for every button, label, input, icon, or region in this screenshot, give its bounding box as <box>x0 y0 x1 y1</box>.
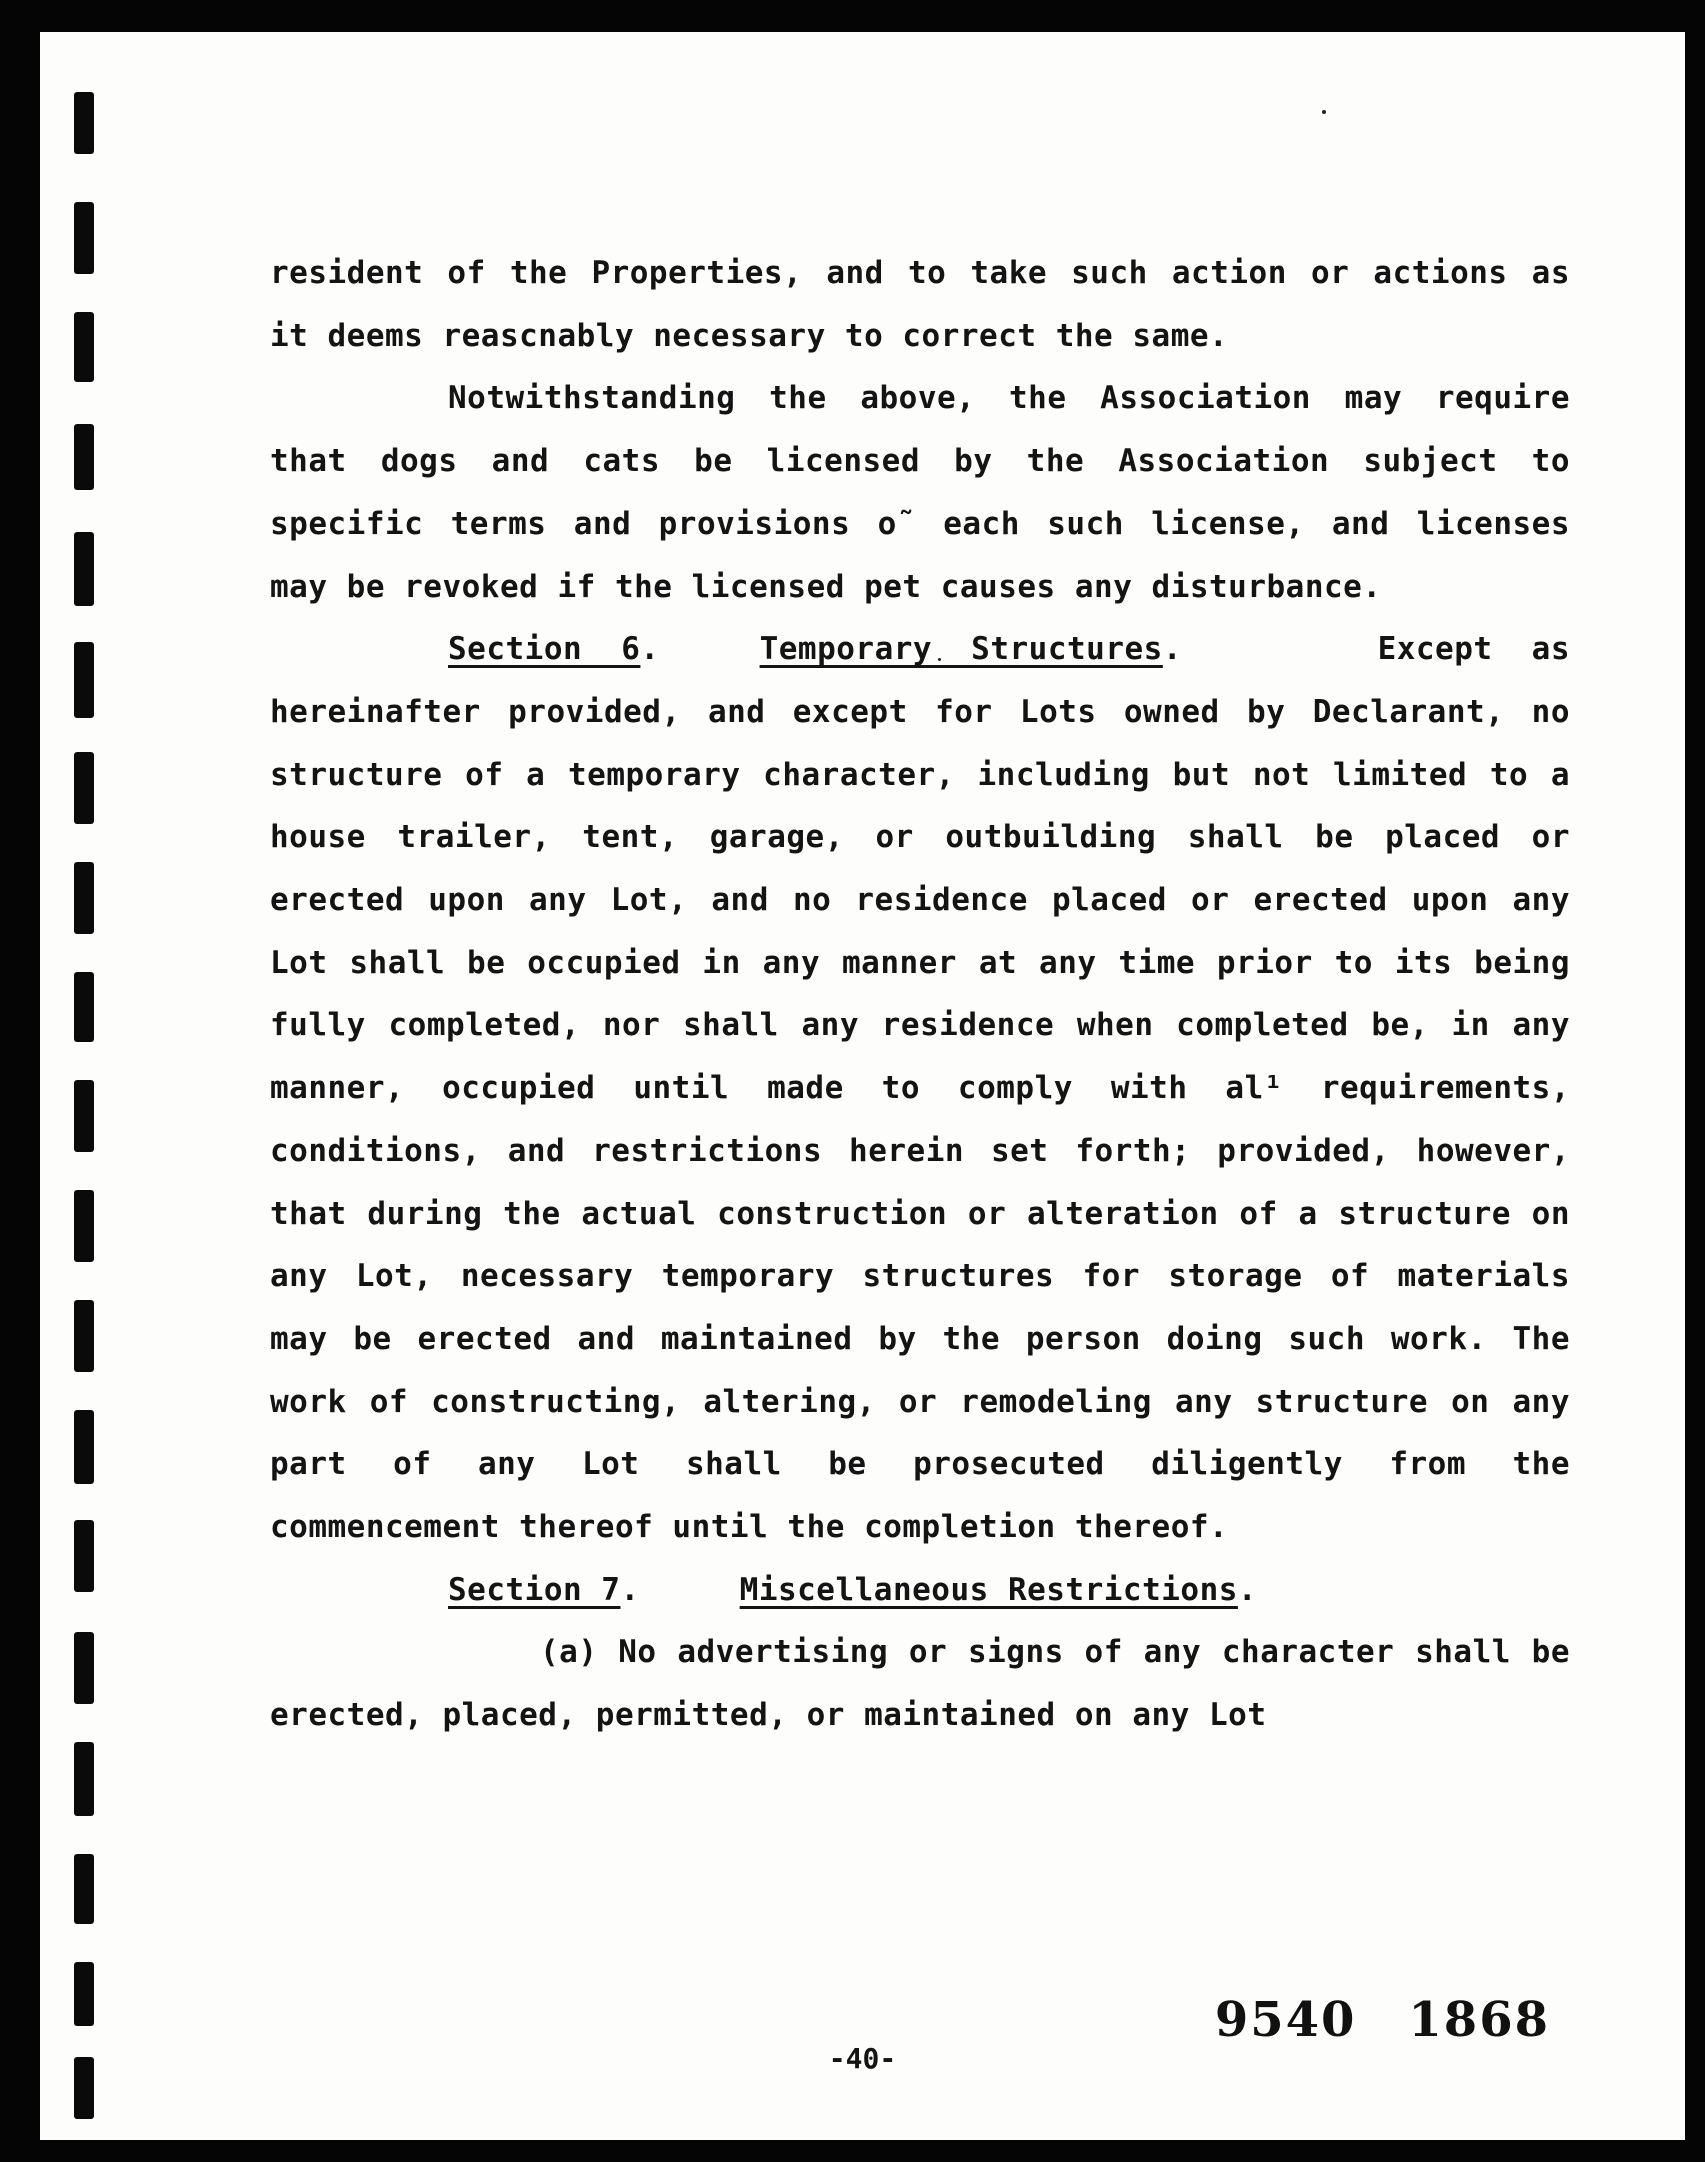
binder-mark <box>74 972 94 1042</box>
binder-hole-marks <box>74 72 104 2112</box>
binder-mark <box>74 92 94 154</box>
section-6-title: Temporary Structures <box>759 631 1163 668</box>
recording-stamp <box>1215 1992 1550 2048</box>
document-page <box>40 32 1685 2140</box>
binder-mark <box>74 1300 94 1372</box>
binder-mark <box>74 202 94 274</box>
page-number: -40- <box>828 2042 897 2075</box>
stamp-page-number: 1868 <box>1408 1992 1550 2048</box>
section-7-label: Section 7 <box>448 1571 621 1608</box>
binder-mark <box>74 1190 94 1262</box>
stamp-book-number: 9540 <box>1214 1992 1357 2048</box>
binder-mark <box>74 1080 94 1152</box>
binder-mark <box>74 1854 94 1924</box>
scan-speck <box>1322 110 1326 114</box>
section-7-heading: Section 7. Miscellaneous Restrictions. <box>448 1571 1258 1608</box>
binder-mark <box>74 1742 94 1816</box>
section-7-subsection-a: (a) No advertising or signs of any character shall be erected, placed, permitted, or maintained on any Lot <box>270 1634 1570 1734</box>
binder-mark <box>74 862 94 934</box>
paragraph-continuation: resident of the Properties, and to take such action or actions as it deems reascnably necessary to correct the same. <box>270 255 1570 354</box>
binder-mark <box>74 642 94 718</box>
binder-mark <box>74 312 94 382</box>
document-body <box>270 242 1570 1747</box>
section-7-title: Miscellaneous Restrictions <box>739 1571 1238 1608</box>
section-6-paragraph: Section 6. Temporary Structures. Except as hereinafter provided, and except for Lots owned by Declarant, no structure of a temporary character, including but not limited to a house trailer, tent, garage, or outbuilding shall be placed or erected upon any Lot, and no residence placed or erected upon any Lot shall be occupied in any manner at any time prior to its being fully completed, nor shall any residence when completed be, in any manner, occupied until made to comply with al¹ requirements, conditions, and restrictions herein set forth; provided, however, that during the actual construction or alteration of a structure on any Lot, necessary temporary structures for storage of materials may be erected and maintained by the person doing such work. The work of constructing, altering, or remodeling any structure on any part of any Lot shall be prosecuted diligently from the commencement thereof until the completion thereof. <box>270 631 1570 1546</box>
paragraph-notwithstanding: Notwithstanding the above, the Association may require that dogs and cats be licensed by the Association subject to specific terms and provisions o˜ each such license, and licenses may be revoked if the licensed pet causes any disturbance. <box>270 380 1570 605</box>
binder-mark <box>74 752 94 824</box>
binder-mark <box>74 1962 94 2026</box>
binder-mark <box>74 532 94 606</box>
binder-mark <box>74 1410 94 1484</box>
section-6-body: Except as hereinafter provided, and except for Lots owned by Declarant, no structure of a temporary character, including but not limited to a house trailer, tent, garage, or outbuilding shall be placed or erected upon any Lot, and no residence placed or erected upon any Lot shall be occupied in any manner at any time prior to its being fully completed, nor shall any residence when completed be, in any manner, occupied until made to comply with al¹ requirements, conditions, and restrictions herein set forth; provided, however, that during the actual construction or alteration of a structure on any Lot, necessary temporary structures for storage of materials may be erected and maintained by the person doing such work. The work of constructing, altering, or remodeling any structure on any part of any Lot shall be prosecuted diligently from the commencement thereof until the completion thereof. <box>270 631 1570 1546</box>
binder-mark <box>74 1632 94 1704</box>
binder-mark <box>74 1520 94 1592</box>
section-6-label: Section 6 <box>448 631 641 668</box>
binder-mark <box>74 424 94 490</box>
